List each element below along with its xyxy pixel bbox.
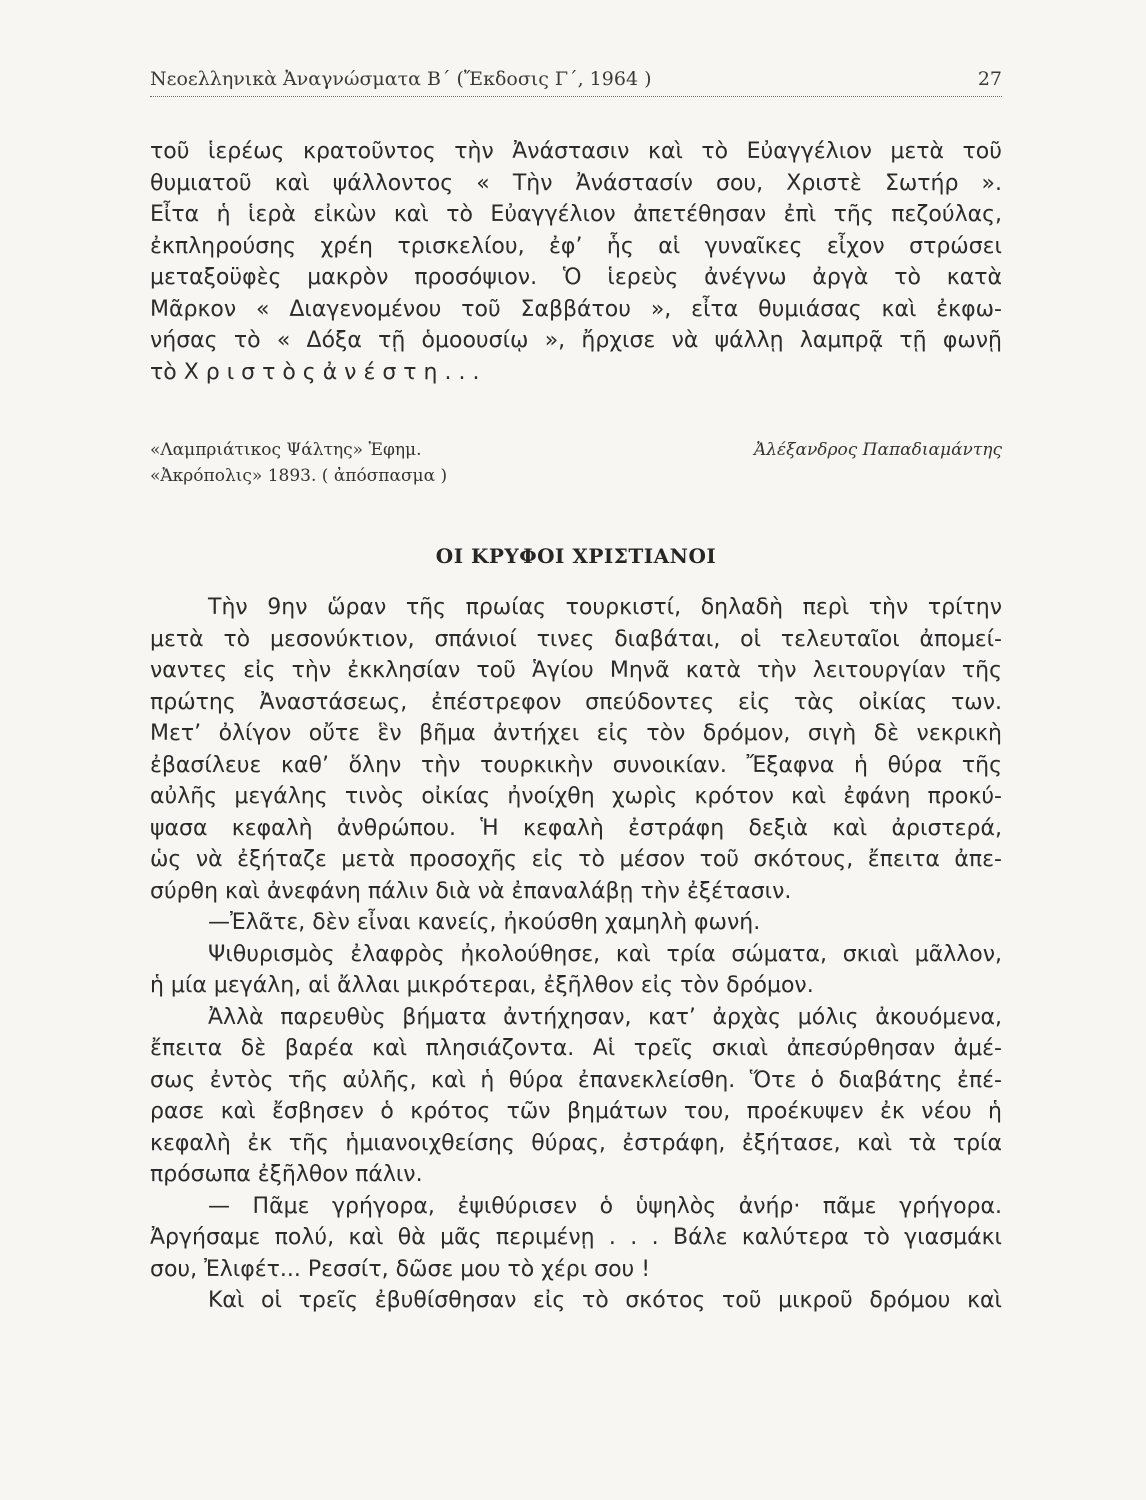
text-line: ἐβασίλευε καθ’ ὅλην τὴν τουρκικὴν συνοικίαν. Ἔξαφνα ἡ θύρα τῆς <box>150 752 1002 778</box>
text-line: Ψιθυρισμὸς ἐλαφρὸς ἠκολούθησε, καὶ τρία σώματα, σκιαὶ μᾶλλον, <box>208 941 1002 967</box>
text-line: ψασα κεφαλὴ ἀνθρώπου. Ἡ κεφαλὴ ἐστράφη δεξιὰ καὶ ἀριστερά, <box>150 815 1002 841</box>
running-title: Νεοελληνικὰ Ἀναγνώσματα Β΄ (Ἔκδοσις Γ΄, 1964 ) <box>150 68 652 90</box>
text-line: κεφαλὴ ἐκ τῆς ἡμιανοιχθείσης θύρας, ἐστράφη, ἐξήτασε, καὶ τὰ τρία <box>150 1130 1002 1156</box>
text-line: ἡ μία μεγάλη, αἱ ἄλλαι μικρότεραι, ἐξῆλθον εἰς τὸν δρόμον. <box>150 973 814 998</box>
text-line: σου, Ἐλιφέτ... Ρεσσίτ, δῶσε μου τὸ χέρι σου ! <box>150 1256 651 1282</box>
text-line: αὐλῆς μεγάλης τινὸς οἰκίας ἠνοίχθη χωρὶς κρότον καὶ ἐφάνη προκύ- <box>150 784 1002 809</box>
text-line: σύρθη καὶ ἀνεφάνη πάλιν διὰ νὰ ἐπαναλάβῃ τὴν ἐξέτασιν. <box>150 878 792 904</box>
text-line: ρασε καὶ ἔσβησεν ὁ κρότος τῶν βημάτων του, προέκυψεν ἐκ νέου ἡ <box>150 1099 1002 1124</box>
text-line: Ἀργήσαμε πολύ, καὶ θὰ μᾶς περιμένῃ . . . Βάλε καλύτερα τὸ γιασμάκι <box>150 1225 1002 1250</box>
text-line: τοῦ ἱερέως κρατοῦντος τὴν Ἀνάστασιν καὶ τὸ Εὐαγγέλιον μετὰ τοῦ <box>150 139 1002 164</box>
text-line: πρόσωπα ἐξῆλθον πάλιν. <box>150 1162 423 1187</box>
text-line: — Πᾶμε γρήγορα, ἐψιθύρισεν ὁ ὑψηλὸς ἀνήρ· πᾶμε γρήγορα. <box>208 1193 1002 1219</box>
author-name: Ἀλέξανδρος Παπαδιαμάντης <box>753 440 1002 460</box>
text-line: Καὶ οἱ τρεῖς ἐβυθίσθησαν εἰς τὸ σκότος τοῦ μικροῦ δρόμου καὶ <box>208 1288 1002 1313</box>
text-line: Τὴν 9ην ὥραν τῆς πρωίας τουρκιστί, δηλαδὴ περὶ τὴν τρίτην <box>208 595 1002 620</box>
text-line: σως ἐντὸς τῆς αὐλῆς, καὶ ἡ θύρα ἐπανεκλείσθη. Ὅτε ὁ διαβάτης ἐπέ- <box>150 1067 1002 1093</box>
text-line: ναντες εἰς τὴν ἐκκλησίαν τοῦ Ἁγίου Μηνᾶ κατὰ τὴν λειτουργίαν τῆς <box>150 658 1002 683</box>
excerpt-text <box>150 136 1002 388</box>
text-line: ἔπειτα δὲ βαρέα καὶ πλησιάζοντα. Αἱ τρεῖς σκιαὶ ἀπεσύρθησαν ἀμέ- <box>150 1036 1002 1061</box>
source-citation <box>150 437 1002 489</box>
source-publication: «Ἀκρόπολις» 1893. ( ἀπόσπασμα ) <box>150 466 448 486</box>
text-line: Εἶτα ἡ ἱερὰ εἰκὼν καὶ τὸ Εὐαγγέλιον ἀπετέθησαν ἐπὶ τῆς πεζούλας, <box>150 202 1002 227</box>
story-title: ΟΙ ΚΡΥΦΟΙ ΧΡΙΣΤΙΑΝΟΙ <box>435 544 717 568</box>
text-line: Μᾶρκον « Διαγενομένου τοῦ Σαββάτου », εἶτα θυμιάσας καὶ ἐκφω- <box>150 296 1002 322</box>
page-number: 27 <box>977 68 1002 90</box>
text-line: πρώτης Ἀναστάσεως, ἐπέστρεφον σπεύδοντες εἰς τὰς οἰκίας των. <box>150 689 1002 715</box>
text-line: νήσας τὸ « Δόξα τῇ ὁμοουσίῳ », ἤρχισε νὰ ψάλλῃ λαμπρᾷ τῇ φωνῇ <box>150 328 1002 353</box>
text-line: ὡς νὰ ἐξήταζε μετὰ προσοχῆς εἰς τὸ μέσον τοῦ σκότους, ἔπειτα ἀπε- <box>150 847 1002 872</box>
text-line: —Ἐλᾶτε, δὲν εἶναι κανείς, ἠκούσθη χαμηλὴ φωνή. <box>208 910 761 935</box>
text-line: μετὰ τὸ μεσονύκτιον, σπάνιοί τινες διαβάται, οἱ τελευταῖοι ἀπομεί- <box>150 626 1002 652</box>
header-rule <box>150 96 1002 97</box>
text-line: Ἀλλὰ παρευθὺς βήματα ἀντήχησαν, κατ’ ἀρχὰς μόλις ἀκουόμενα, <box>208 1004 1002 1030</box>
text-line: μεταξοϋφὲς μακρὸν προσόψιον. Ὁ ἱερεὺς ἀνέγνω ἀργὰ τὸ κατὰ <box>150 265 1002 290</box>
text-line: θυμιατοῦ καὶ ψάλλοντος « Τὴν Ἀνάστασίν σου, Χριστὲ Σωτήρ ». <box>150 170 1002 196</box>
text-line: ἐκπληρούσης χρέη τρισκελίου, ἐφ’ ἧς αἱ γυναῖκες εἶχον στρώσει <box>150 233 1002 259</box>
text-line: τὸ Χ ρ ι σ τ ὸ ς ἀ ν έ σ τ η . . . <box>150 359 480 385</box>
text-line: Μετ’ ὀλίγον οὔτε ἓν βῆμα ἀντήχει εἰς τὸν δρόμον, σιγὴ δὲ νεκρικὴ <box>150 721 1002 746</box>
story-text <box>150 592 1002 1317</box>
source-newspaper: «Λαμπριάτικος Ψάλτης» Ἐφημ. <box>150 440 422 460</box>
